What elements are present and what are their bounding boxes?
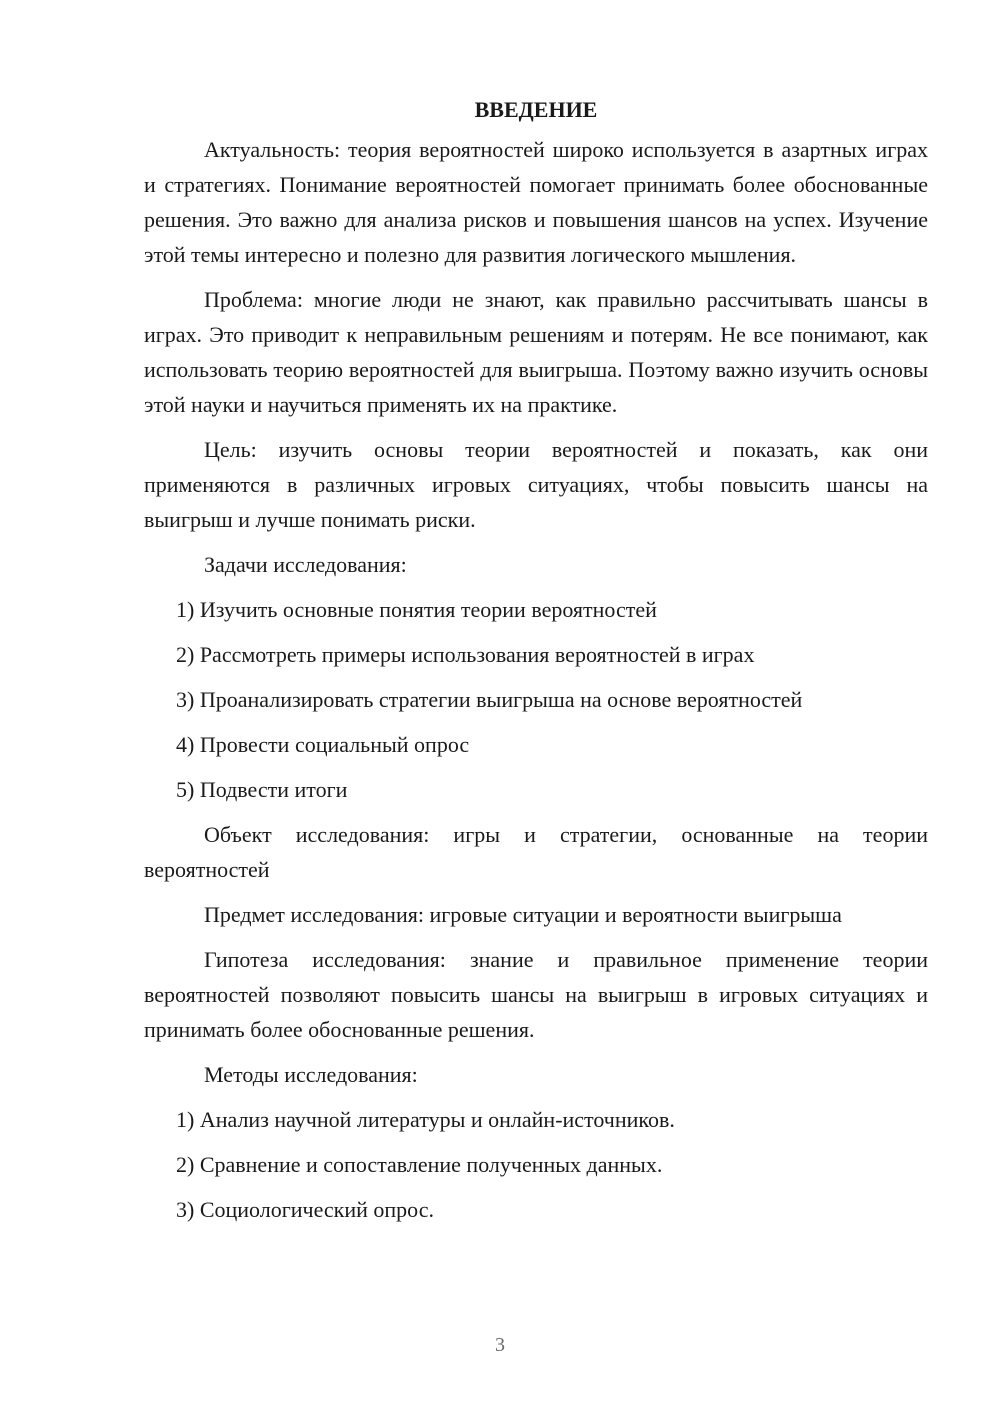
task-item: 5) Подвести итоги: [176, 777, 348, 802]
subject-paragraph: Предмет исследования: игровые ситуации и вероятности выигрыша: [204, 902, 842, 927]
task-item: 1) Изучить основные понятия теории вероятностей: [176, 597, 657, 622]
task-item: 4) Провести социальный опрос: [176, 732, 470, 757]
document-page: [144, 90, 928, 1237]
page-number: 3: [495, 1334, 505, 1356]
object-paragraph: Объект исследования: игры и стратегии, основанные на теории вероятностей: [144, 822, 928, 882]
goal-paragraph: Цель: изучить основы теории вероятностей и показать, как они применяются в различных игровых ситуациях, чтобы повысить шансы на выигрыш и лучше понимать риски.: [144, 437, 928, 532]
relevance-paragraph: Актуальность: теория вероятностей широко используется в азартных играх и стратегиях. Понимание вероятностей помогает принимать более обоснованные решения. Это важно для анализа рисков и повышения шансов на успех. Изучение этой темы интересно и полезно для развития логического мышления.: [144, 137, 928, 267]
problem-paragraph: Проблема: многие люди не знают, как правильно рассчитывать шансы в играх. Это приводит к неправильным решениям и потерям. Не все понимают, как использовать теорию вероятностей для выигрыша. Поэтому важно изучить основы этой науки и научиться применять их на практике.: [144, 287, 928, 417]
methods-heading: Методы исследования:: [204, 1062, 418, 1087]
method-item: 1) Анализ научной литературы и онлайн-источников.: [176, 1107, 675, 1132]
task-item: 3) Проанализировать стратегии выигрыша на основе вероятностей: [176, 687, 803, 712]
task-item: 2) Рассмотреть примеры использования вероятностей в играх: [176, 642, 755, 667]
section-title: ВВЕДЕНИЕ: [474, 97, 598, 122]
tasks-heading: Задачи исследования:: [204, 552, 407, 577]
hypothesis-paragraph: Гипотеза исследования: знание и правильное применение теории вероятностей позволяют повысить шансы на выигрыш в игровых ситуациях и принимать более обоснованные решения.: [144, 947, 928, 1042]
method-item: 3) Социологический опрос.: [176, 1197, 434, 1222]
method-item: 2) Сравнение и сопоставление полученных данных.: [176, 1152, 663, 1177]
